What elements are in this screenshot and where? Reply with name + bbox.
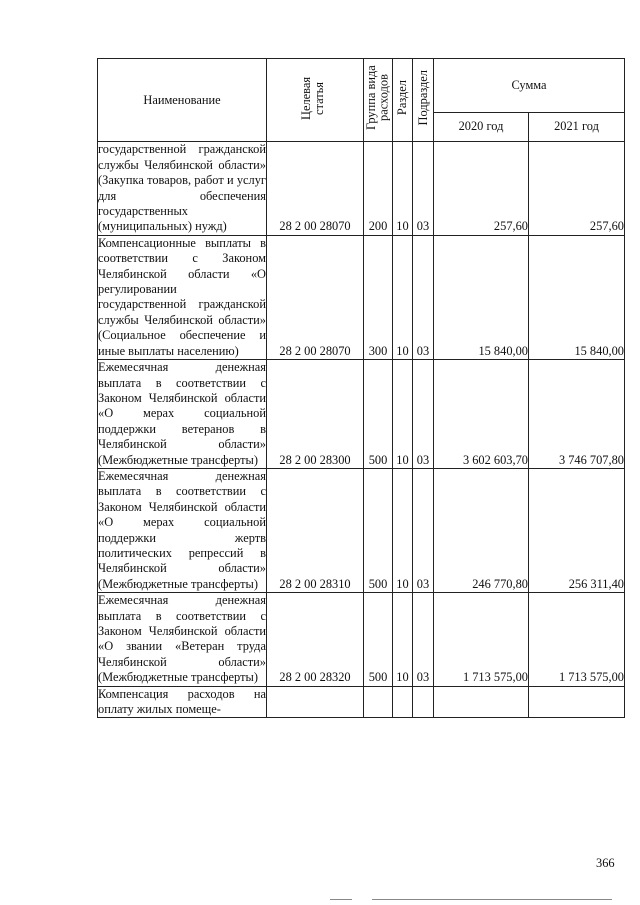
row-group: 500 — [364, 468, 393, 592]
header-year-2021-text: 2021 год — [554, 119, 599, 134]
row-section: 10 — [393, 360, 413, 469]
row-section — [393, 686, 413, 718]
row-sum-2021: 257,60 — [529, 142, 625, 235]
row-section: 10 — [393, 468, 413, 592]
row-section: 10 — [393, 142, 413, 235]
row-sum-2020: 1 713 575,00 — [434, 593, 529, 686]
table-body — [98, 142, 625, 718]
row-subsection: 03 — [413, 360, 434, 469]
row-section: 10 — [393, 235, 413, 359]
row-group: 500 — [364, 360, 393, 469]
table-row — [98, 360, 625, 469]
budget-table — [97, 58, 625, 718]
header-name-text: Наименование — [143, 92, 221, 107]
row-subsection: 03 — [413, 593, 434, 686]
row-article: 28 2 00 28310 — [267, 468, 364, 592]
row-group: 500 — [364, 593, 393, 686]
scan-artifact — [330, 899, 352, 900]
header-section — [393, 59, 413, 142]
row-article: 28 2 00 28070 — [267, 142, 364, 235]
row-name: Ежемесячная денежная выплата в соответствии с Законом Челябинской области «О мерах социальной поддержки жертв политических репрессий в Челябинской области» (Межбюджетные трансферты) — [98, 468, 266, 591]
page-number: 366 — [596, 856, 615, 870]
header-target-article — [267, 59, 364, 142]
row-name: государственной гражданской службы Челябинской области» (Закупка товаров, работ и услуг для обеспечения государственных (муниципальных) нужд) — [98, 142, 266, 234]
row-name: Ежемесячная денежная выплата в соответствии с Законом Челябинской области «О звании «Ветеран труда Челябинской области» (Межбюджетные трансферты) — [98, 593, 266, 685]
row-group: 300 — [364, 235, 393, 359]
row-sum-2021: 15 840,00 — [529, 235, 625, 359]
row-sum-2020: 246 770,80 — [434, 468, 529, 592]
table-row — [98, 593, 625, 686]
row-subsection: 03 — [413, 142, 434, 235]
row-sum-2020: 15 840,00 — [434, 235, 529, 359]
row-section: 10 — [393, 593, 413, 686]
row-subsection: 03 — [413, 235, 434, 359]
header-section-text: Раздел — [395, 80, 409, 116]
row-article: 28 2 00 28300 — [267, 360, 364, 469]
header-expense-group-text: Группа вида расходов — [363, 65, 390, 131]
row-article: 28 2 00 28320 — [267, 593, 364, 686]
row-subsection — [413, 686, 434, 718]
table-header — [98, 59, 625, 142]
row-article: 28 2 00 28070 — [267, 235, 364, 359]
row-sum-2021 — [529, 686, 625, 718]
row-name: Ежемесячная денежная выплата в соответствии с Законом Челябинской области «О мерах социальной поддержки ветеранов в Челябинской области» (Межбюджетные трансферты) — [98, 360, 266, 467]
row-subsection: 03 — [413, 468, 434, 592]
row-sum-2021: 1 713 575,00 — [529, 593, 625, 686]
header-target-article-text: Целевая статья — [299, 76, 326, 120]
row-name: Компенсация расходов на оплату жилых помеще- — [98, 686, 266, 717]
row-sum-2020: 3 602 603,70 — [434, 360, 529, 469]
table-row — [98, 468, 625, 592]
row-group: 200 — [364, 142, 393, 235]
table-row — [98, 142, 625, 235]
row-article — [267, 686, 364, 718]
header-year-2020 — [434, 112, 529, 142]
table-row — [98, 235, 625, 359]
row-sum-2020 — [434, 686, 529, 718]
row-sum-2021: 3 746 707,80 — [529, 360, 625, 469]
row-sum-2020: 257,60 — [434, 142, 529, 235]
scan-artifact — [372, 899, 612, 900]
header-sum-text: Сумма — [511, 77, 547, 92]
header-subsection — [413, 59, 434, 142]
table-row — [98, 686, 625, 718]
row-sum-2021: 256 311,40 — [529, 468, 625, 592]
header-name — [98, 59, 267, 142]
header-year-2020-text: 2020 год — [458, 119, 504, 134]
header-subsection-text: Подраздел — [415, 70, 430, 126]
header-expense-group — [364, 59, 393, 142]
row-group — [364, 686, 393, 718]
header-sum — [434, 59, 625, 113]
header-year-2021 — [529, 112, 625, 142]
row-name: Компенсационные выплаты в соответствии с Законом Челябинской области «О регулировании государственной гражданской службы Челябинской области» (Социальное обеспечение и иные выплаты населению) — [98, 235, 266, 358]
